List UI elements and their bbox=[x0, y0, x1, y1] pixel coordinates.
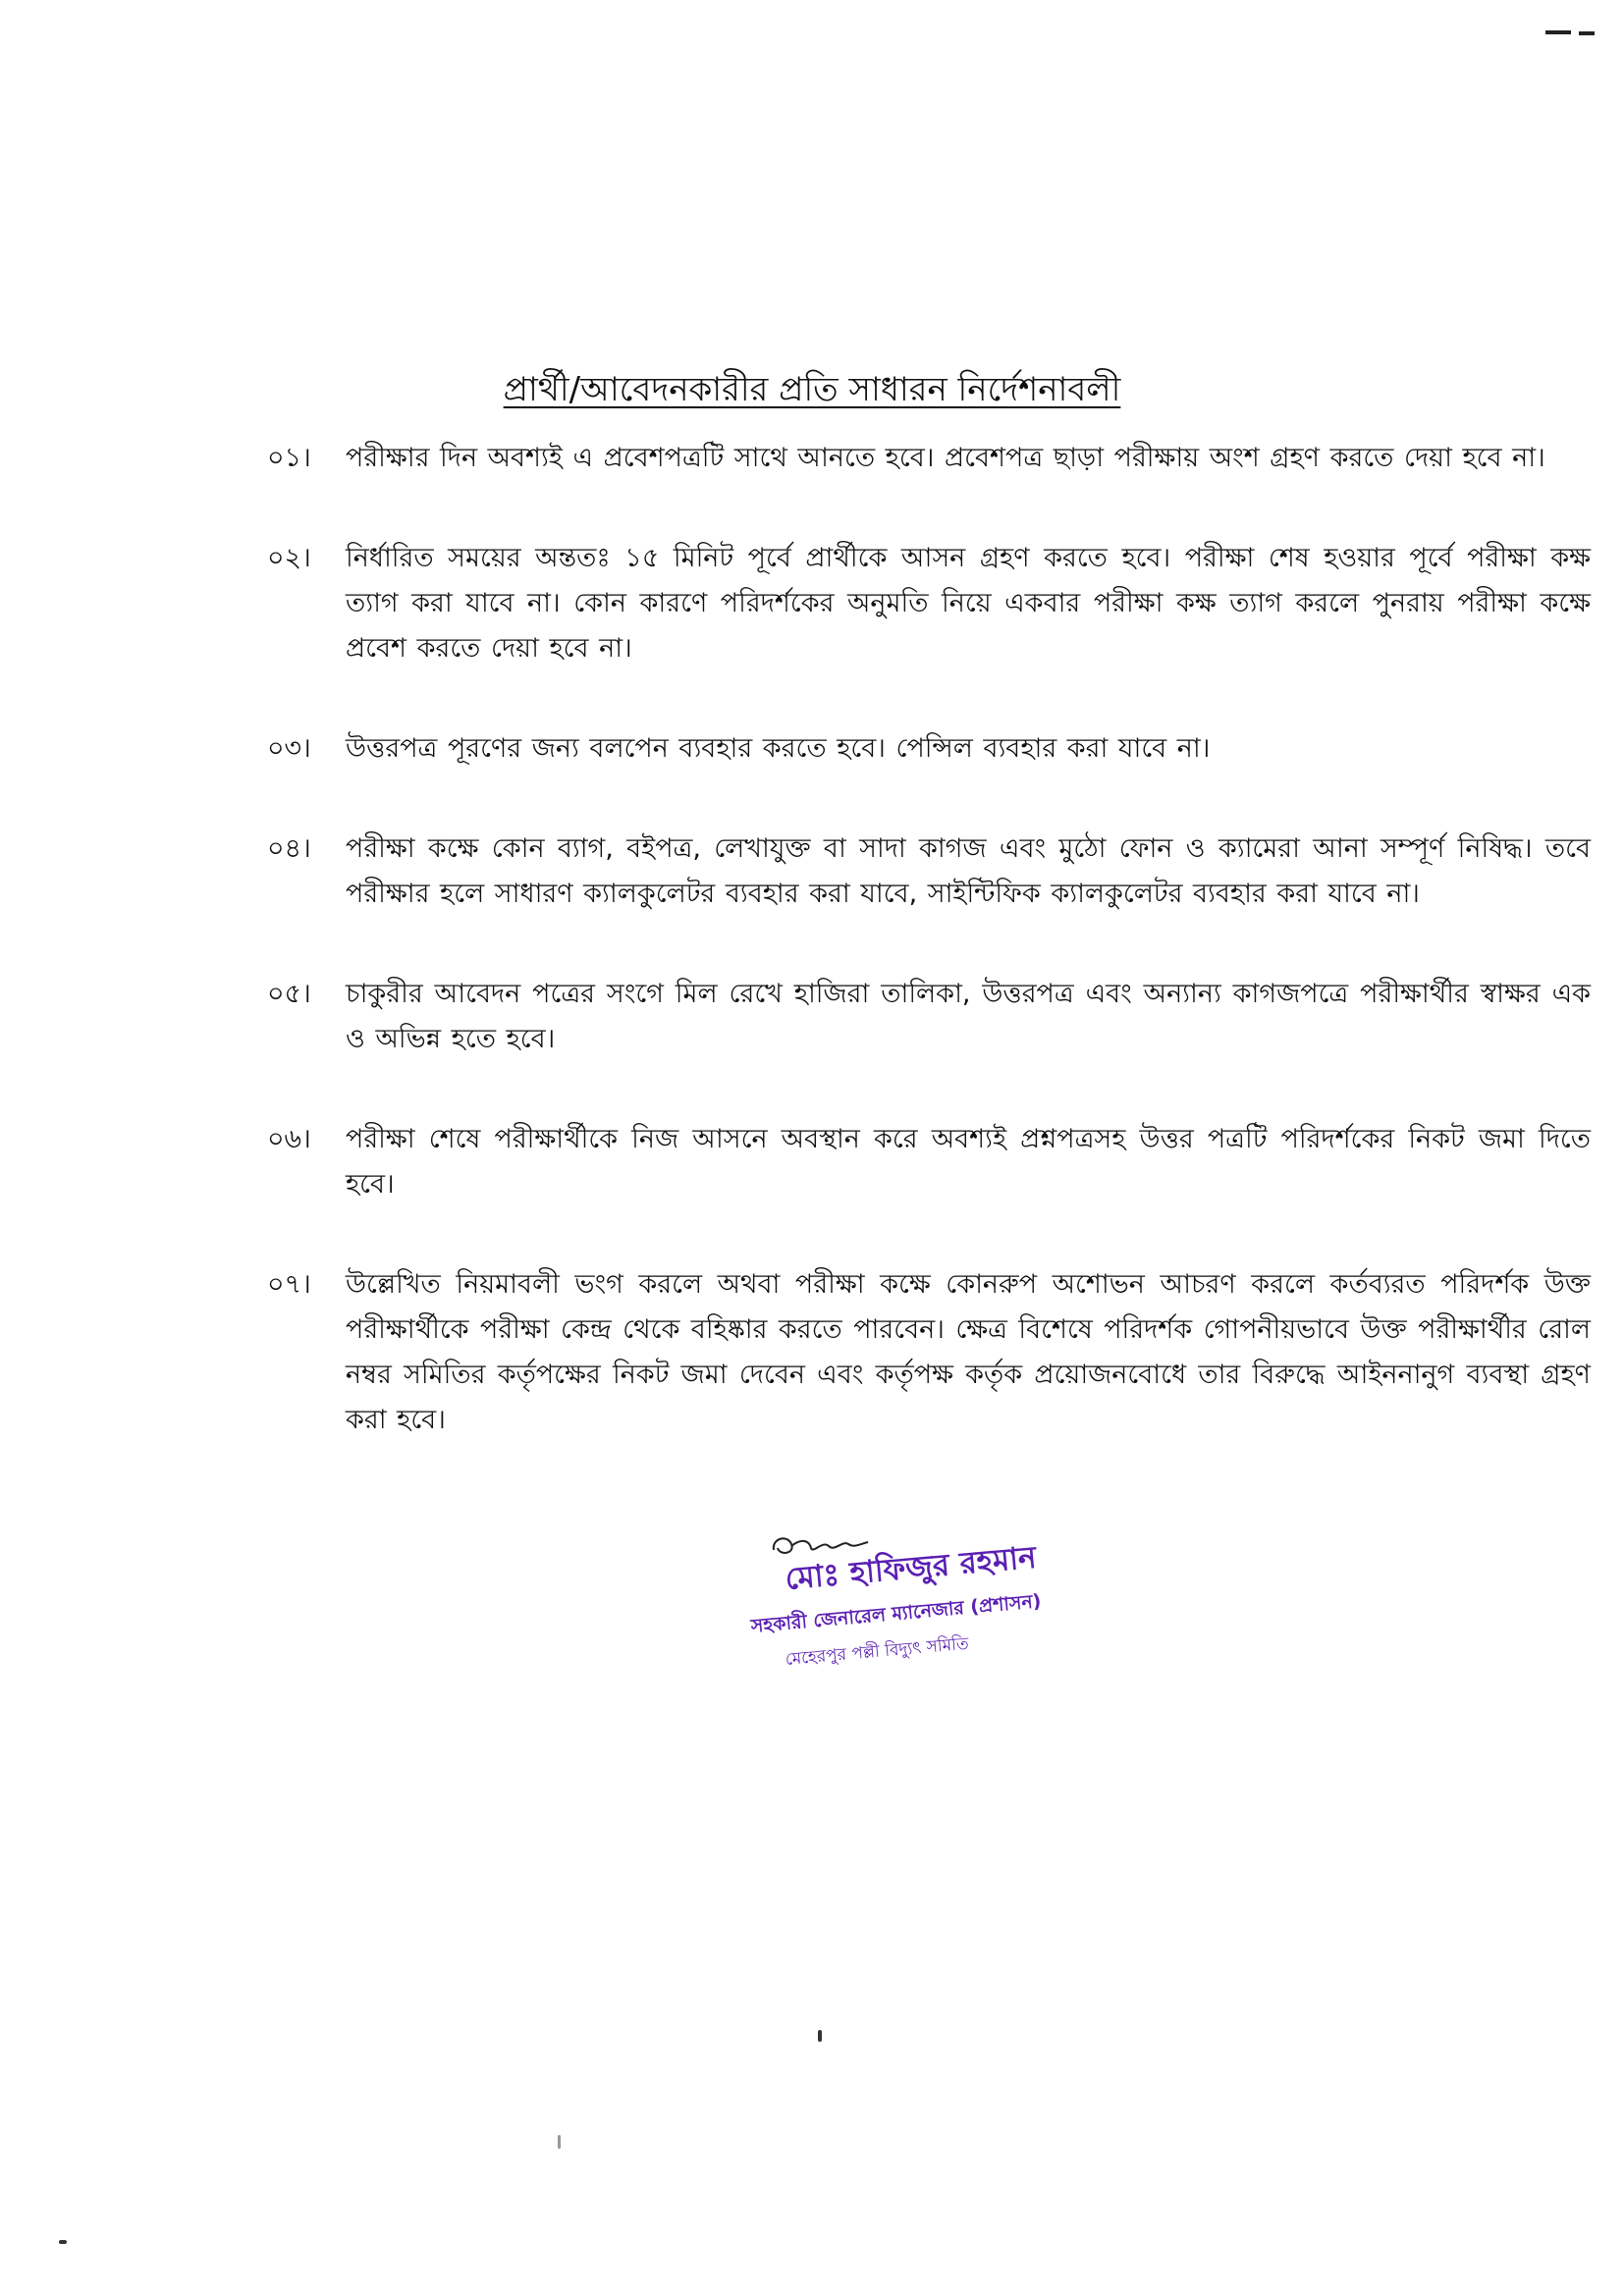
instruction-item bbox=[267, 1117, 1591, 1207]
stamp-name: মোঃ হাফিজুর রহমান bbox=[784, 1539, 1038, 1597]
instruction-number: ০৭। bbox=[267, 1269, 311, 1300]
instruction-text: নির্ধারিত সময়ের অন্ততঃ ১৫ মিনিট পূর্বে প্রার্থীকে আসন গ্রহণ করতে হবে। পরীক্ষা শেষ হওয়ার পূর্বে পরীক্ষা কক্ষ ত্যাগ করা যাবে না। কোন কারণে পরিদর্শকের অনুমতি নিয়ে একবার পরীক্ষা কক্ষ ত্যাগ করলে পুনরায় পরীক্ষা কক্ষে প্রবেশ করতে দেয়া হবে না। bbox=[346, 543, 1591, 664]
stamp-organization: মেহেরপুর পল্লী বিদ্যুৎ সমিতি bbox=[785, 1633, 970, 1670]
scan-mark bbox=[1545, 27, 1595, 39]
instruction-item bbox=[267, 1262, 1591, 1443]
instruction-text: পরীক্ষা শেষে পরীক্ষার্থীকে নিজ আসনে অবস্থান করে অবশ্যই প্রশ্নপত্রসহ উত্তর পত্রটি পরিদর্শকের নিকট জমা দিতে হবে। bbox=[346, 1124, 1591, 1200]
instruction-item bbox=[267, 536, 1591, 671]
instruction-list bbox=[267, 436, 1591, 1498]
instruction-text: উল্লেখিত নিয়মাবলী ভংগ করলে অথবা পরীক্ষা কক্ষে কোনরুপ অশোভন আচরণ করলে কর্তব্যরত পরিদর্শক উক্ত পরীক্ষার্থীকে পরীক্ষা কেন্দ্র থেকে বহিষ্কার করতে পারবেন। ক্ষেত্র বিশেষে পরিদর্শক গোপনীয়ভাবে উক্ত পরীক্ষার্থীর রোল নম্বর সমিতির কর্তৃপক্ষের নিকট জমা দেবেন এবং কর্তৃপক্ষ কর্তৃক প্রয়োজনবোধে তার বিরুদ্ধে আইননানুগ ব্যবস্থা গ্রহণ করা হবে। bbox=[346, 1269, 1591, 1435]
instruction-text: চাকুরীর আবেদন পত্রের সংগে মিল রেখে হাজিরা তালিকা, উত্তরপত্র এবং অন্যান্য কাগজপত্রে পরীক্ষার্থীর স্বাক্ষর এক ও অভিন্ন হতে হবে। bbox=[346, 979, 1591, 1054]
instruction-item bbox=[267, 726, 1591, 772]
instruction-number: ০৪। bbox=[267, 833, 311, 864]
instruction-text: পরীক্ষা কক্ষে কোন ব্যাগ, বইপত্র, লেখাযুক্ত বা সাদা কাগজ এবং মুঠো ফোন ও ক্যামেরা আনা সম্পূর্ণ নিষিদ্ধ। তবে পরীক্ষার হলে সাধারণ ক্যালকুলেটর ব্যবহার করা যাবে, সাইন্টিফিক ক্যালকুলেটর ব্যবহার করা যাবে না। bbox=[346, 833, 1591, 909]
instruction-text: পরীক্ষার দিন অবশ্যই এ প্রবেশপত্রটি সাথে আনতে হবে। প্রবেশপত্র ছাড়া পরীক্ষায় অংশ গ্রহণ করতে দেয়া হবে না। bbox=[346, 443, 1545, 473]
instruction-number: ০২। bbox=[267, 543, 311, 573]
instruction-number: ০১। bbox=[267, 443, 311, 473]
instruction-number: ০৫। bbox=[267, 979, 311, 1009]
instruction-item bbox=[267, 972, 1591, 1062]
stamp-designation: সহকারী জেনারেল ম্যানেজার (প্রশাসন) bbox=[749, 1590, 1043, 1637]
scan-speck bbox=[59, 2240, 67, 2244]
instruction-number: ০৬। bbox=[267, 1124, 311, 1154]
page-title: প্রার্থী/আবেদনকারীর প্রতি সাধারন নির্দেশনাবলী bbox=[503, 370, 1121, 409]
scan-speck bbox=[818, 2030, 822, 2042]
signature-stamp bbox=[727, 1526, 1060, 1703]
instruction-item bbox=[267, 436, 1591, 481]
instruction-item bbox=[267, 827, 1591, 917]
scan-speck bbox=[558, 2135, 561, 2149]
instruction-text: উত্তরপত্র পূরণের জন্য বলপেন ব্যবহার করতে হবে। পেন্সিল ব্যবহার করা যাবে না। bbox=[346, 733, 1211, 764]
instruction-number: ০৩। bbox=[267, 733, 311, 764]
